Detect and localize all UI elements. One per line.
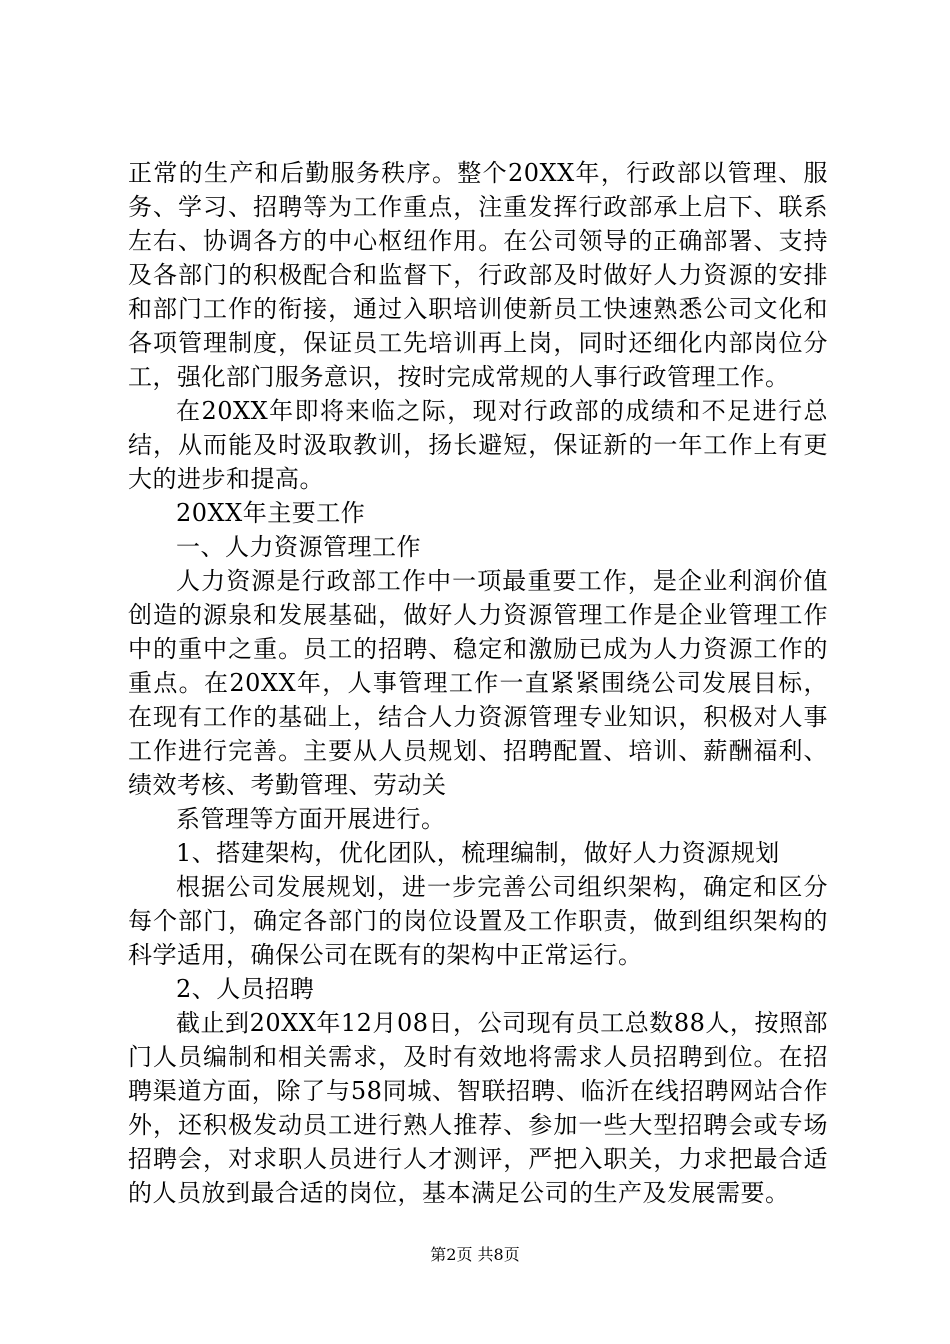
page-number-footer: 第2页 共8页: [430, 1245, 520, 1264]
paragraph-hr-overview-tail: 系管理等方面开展进行。: [176, 805, 446, 833]
paragraph-structure: 根据公司发展规划，进一步完善公司组织架构，确定和区分每个部门，确定各部门的岗位设置及工作职责，做到组织架构的科学适用，确保公司在既有的架构中正常运行。: [128, 873, 828, 969]
subheading-structure: 1、搭建架构，优化团队，梳理编制，做好人力资源规划: [176, 839, 780, 867]
paragraph-summary-intro: 在20XX年即将来临之际，现对行政部的成绩和不足进行总结，从而能及时汲取教训，扬长避短，保证新的一年工作上有更大的进步和提高。: [128, 397, 828, 493]
section-heading-hr: 一、人力资源管理工作: [176, 533, 421, 561]
section-heading-main-work: 20XX年主要工作: [176, 499, 366, 527]
paragraph-continuation: 正常的生产和后勤服务秩序。整个20XX年，行政部以管理、服务、学习、招聘等为工作重点，注重发挥行政部承上启下、联系左右、协调各方的中心枢纽作用。在公司领导的正确部署、支持及各部门的积极配合和监督下，行政部及时做好人力资源的安排和部门工作的衔接，通过入职培训使新员工快速熟悉公司文化和各项管理制度，保证员工先培训再上岗，同时还细化内部岗位分工，强化部门服务意识，按时完成常规的人事行政管理工作。: [128, 159, 828, 391]
paragraph-hr-overview: 人力资源是行政部工作中一项最重要工作，是企业利润价值创造的源泉和发展基础，做好人力资源管理工作是企业管理工作中的重中之重。员工的招聘、稳定和激励已成为人力资源工作的重点。在20XX年，人事管理工作一直紧紧围绕公司发展目标，在现有工作的基础上，结合人力资源管理专业知识，积极对人事工作进行完善。主要从人员规划、招聘配置、培训、薪酬福利、绩效考核、考勤管理、劳动关: [128, 567, 828, 799]
document-body: [128, 156, 828, 1210]
paragraph-recruitment: 截止到20XX年12月08日，公司现有员工总数88人，按照部门人员编制和相关需求，及时有效地将需求人员招聘到位。在招聘渠道方面，除了与58同城、智联招聘、临沂在线招聘网站合作外，还积极发动员工进行熟人推荐、参加一些大型招聘会或专场招聘会，对求职人员进行人才测评，严把入职关，力求把最合适的人员放到最合适的岗位，基本满足公司的生产及发展需要。: [128, 1009, 828, 1207]
subheading-recruitment: 2、人员招聘: [176, 975, 315, 1003]
